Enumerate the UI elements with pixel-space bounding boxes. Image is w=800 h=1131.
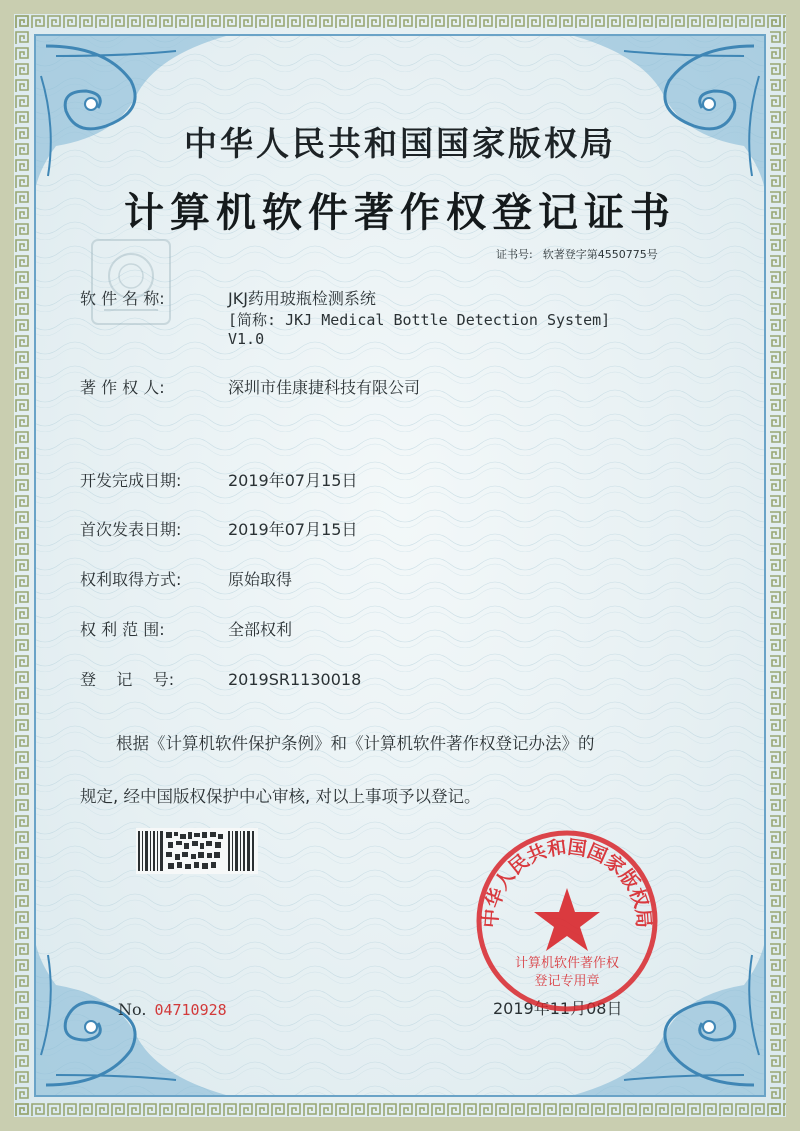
software-short-name: [简称: JKJ Medical Bottle Detection System] xyxy=(228,311,611,329)
embossed-emblem-icon xyxy=(88,236,174,328)
field-value: 2019SR1130018 xyxy=(228,670,362,689)
seal-star-icon xyxy=(534,888,600,951)
software-version: V1.0 xyxy=(228,330,265,348)
field-acquisition-method xyxy=(80,567,292,590)
field-software-name xyxy=(80,286,376,309)
seal-inner-line-2: 登记专用章 xyxy=(534,974,600,989)
certificate-title: 计算机软件著作权登记证书 xyxy=(124,189,676,236)
field-value: 2019年07月15日 xyxy=(228,520,358,539)
field-value: 深圳市佳康捷科技有限公司 xyxy=(228,378,421,397)
field-value: 全部权利 xyxy=(228,620,293,639)
issue-date: 2019年11月08日 xyxy=(493,999,623,1018)
field-value: 原始取得 xyxy=(228,570,293,589)
field-value: 2019年07月15日 xyxy=(228,471,358,490)
barcode-icon xyxy=(136,828,258,874)
certificate-number-label: 证书号: xyxy=(496,248,533,261)
field-rights-scope xyxy=(80,617,292,640)
serial-number xyxy=(118,1000,227,1019)
official-seal-stamp xyxy=(472,826,662,1016)
statement-line-1: 根据《计算机软件保护条例》和《计算机软件著作权登记办法》的 xyxy=(116,734,595,753)
field-label: 登 记 号: xyxy=(80,670,175,689)
field-completion-date xyxy=(80,468,357,491)
issuing-authority: 中华人民共和国国家版权局 xyxy=(184,124,616,163)
field-registration-number xyxy=(80,667,361,690)
field-label: 软 件 名 称: xyxy=(80,289,165,308)
corner-ornament-bottom-left xyxy=(36,945,226,1095)
field-value: JKJ药用玻瓶检测系统 xyxy=(228,289,376,308)
serial-number-value: 04710928 xyxy=(154,1001,227,1019)
field-label: 权 利 范 围: xyxy=(80,620,165,639)
field-label: 著 作 权 人: xyxy=(80,378,165,397)
statement-line-2: 规定, 经中国版权保护中心审核, 对以上事项予以登记。 xyxy=(80,787,481,806)
serial-number-label: No. xyxy=(118,1000,147,1019)
field-label: 首次发表日期: xyxy=(80,520,182,539)
field-copyright-owner xyxy=(80,375,420,398)
field-label: 开发完成日期: xyxy=(80,471,182,490)
certificate-number-value: 软著登字第4550775号 xyxy=(542,248,658,261)
certificate-number xyxy=(496,246,668,262)
field-label: 权利取得方式: xyxy=(80,570,182,589)
seal-inner-line-1: 计算机软件著作权 xyxy=(514,956,620,971)
field-publish-date xyxy=(80,517,357,540)
seal-ring-text: 中华人民共和国国家版权局 xyxy=(479,836,655,929)
